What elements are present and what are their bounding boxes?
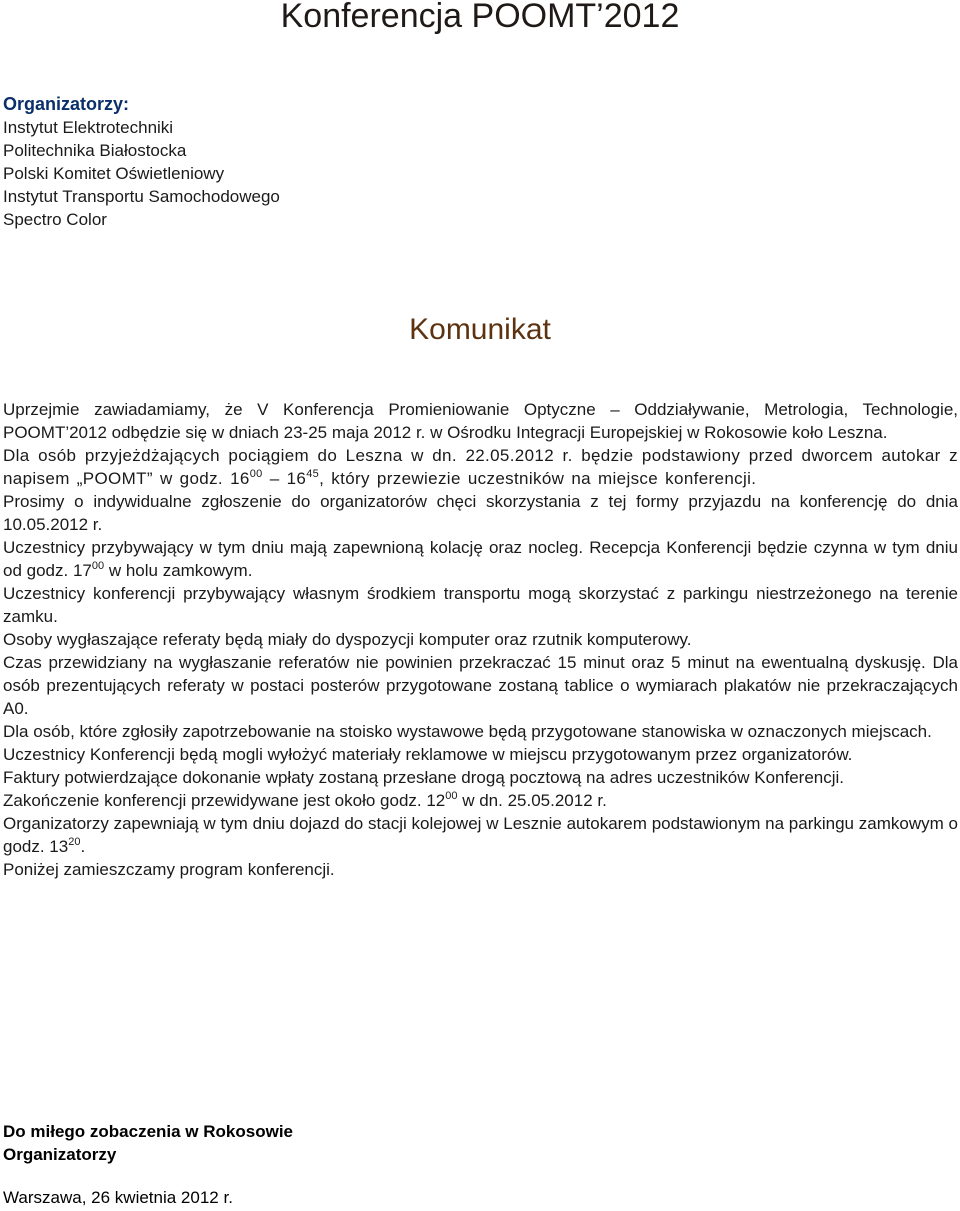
- closing-greeting: Do miłego zobaczenia w Rokosowie: [3, 1122, 293, 1141]
- paragraph-parking: Uczestnicy konferencji przybywający własnym środkiem transportu mogą skorzystać z parkingu niestrzeżonego na terenie zamku.: [3, 584, 958, 626]
- organizer-item: Politechnika Białostocka: [3, 141, 187, 160]
- paragraph-accommodation: Uczestnicy przybywający w tym dniu mają zapewnioną kolację oraz nocleg. Recepcja Konferencji będzie czynna w tym dniu od godz. $17^{00}$ w holu zamkowym.: [3, 538, 958, 580]
- organizers-heading: Organizatorzy:: [3, 94, 130, 114]
- paragraph-closing-time: Zakończenie konferencji przewidywane jest około godz. $12^{00}$ w dn. 25.05.2012 r.: [3, 790, 607, 810]
- paragraph-train-arrival: Dla osób przyjeżdżających pociągiem do Leszna w dn. 22.05.2012 r. będzie podstawiony przed dworcem autokar z napisem „POOMT” w godz. $16^{00} - 16^{45}$, który przewiezie uczestników na miejsce konferencji.: [3, 446, 958, 488]
- organizer-item: Polski Komitet Oświetleniowy: [3, 164, 225, 183]
- document-date: Warszawa, 26 kwietnia 2012 r.: [3, 1188, 233, 1207]
- paragraph-exhibition: Dla osób, które zgłosiły zapotrzebowanie na stoisko wystawowe będą przygotowane stanowiska w oznaczonych miejscach.: [3, 722, 932, 741]
- paragraph-return-transport: Organizatorzy zapewniają w tym dniu dojazd do stacji kolejowej w Lesznie autokarem podstawionym na parkingu zamkowym o godz. $13^{20}$.: [3, 814, 958, 856]
- organizers-list: [3, 116, 280, 231]
- closing-signature: [3, 1120, 293, 1166]
- closing-signatory: Organizatorzy: [3, 1145, 117, 1164]
- announcement-body: [3, 398, 958, 881]
- paragraph-program-note: Poniżej zamieszczamy program konferencji.: [3, 860, 335, 879]
- paragraph-equipment: Osoby wygłaszające referaty będą miały do dyspozycji komputer oraz rzutnik komputerowy.: [3, 630, 692, 649]
- section-heading-komunikat: Komunikat: [409, 313, 551, 346]
- organizers-block: [3, 93, 280, 231]
- paragraph-registration: Prosimy o indywidualne zgłoszenie do organizatorów chęci skorzystania z tej formy przyjazdu na konferencję do dnia 10.05.2012 r.: [3, 492, 958, 534]
- paragraph-presentation-time: Czas przewidziany na wygłaszanie referatów nie powinien przekraczać 15 minut oraz 5 minut na ewentualną dyskusję. Dla osób prezentujących referaty w postaci posterów przygotowane zostaną tablice o wymiarach plakatów nie przekraczających A0.: [3, 653, 958, 718]
- paragraph-intro: Uprzejmie zawiadamiamy, że V Konferencja Promieniowanie Optyczne – Oddziaływanie, Metrologia, Technologie, POOMT’2012 odbędzie się w dniach 23-25 maja 2012 r. w Ośrodku Integracji Europejskiej w Rokosowie koło Leszna.: [3, 400, 958, 442]
- paragraph-promo-materials: Uczestnicy Konferencji będą mogli wyłożyć materiały reklamowe w miejscu przygotowanym przez organizatorów.: [3, 745, 853, 764]
- paragraph-invoices: Faktury potwierdzające dokonanie wpłaty zostaną przesłane drogą pocztową na adres uczestników Konferencji.: [3, 768, 845, 787]
- document-title: Konferencja POOMT’2012: [280, 0, 680, 35]
- organizer-item: Instytut Elektrotechniki: [3, 118, 174, 137]
- organizer-item: Spectro Color: [3, 210, 107, 229]
- organizer-item: Instytut Transportu Samochodowego: [3, 187, 280, 206]
